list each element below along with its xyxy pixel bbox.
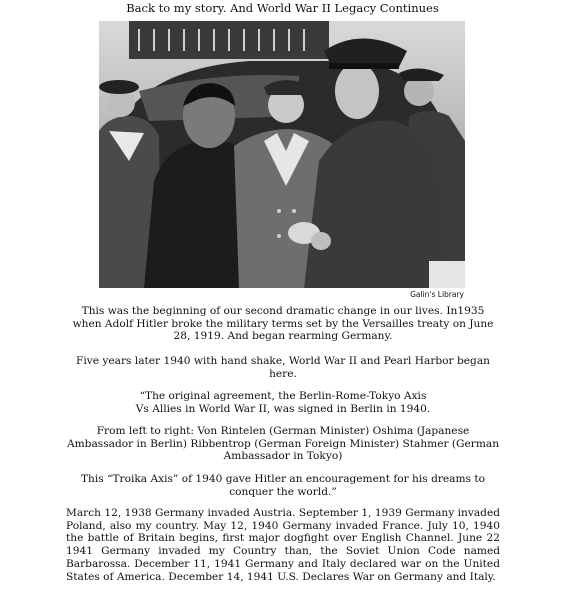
page-title: Back to my story. And World War II Legacy Continues xyxy=(126,1,439,15)
paragraph-timeline: March 12, 1938 Germany invaded Austria. September 1, 1939 Germany invaded Poland, also my country. May 12, 1940 Germany invaded France. July 10, 1940 the battle of Britain begins, first major dogfight over English Channel. June 22 1941 Germany invaded my Country than, the Soviet Union Code named Barbarossa. December 11, 1941 Germany and Italy declared war on the United States of America. December 14, 1941 U.S. Declares War on Germany and Italy. xyxy=(66,507,500,583)
axis-agreement-line-1: “The original agreement, the Berlin-Rome-Tokyo Axis xyxy=(139,390,427,402)
axis-agreement-line-2: Vs Allies in World War II, was signed in Berlin in 1940. xyxy=(135,402,431,415)
paragraph-axis-agreement xyxy=(66,390,500,415)
paragraph-photo-caption: From left to right: Von Rintelen (German Minister) Oshima (Japanese Ambassador in Berlin) Ribbentrop (German Foreign Minister) Stahmer (German Ambassador in Tokyo) xyxy=(66,425,500,463)
paragraph-handshake: Five years later 1940 with hand shake, World War II and Pearl Harbor began here. xyxy=(76,355,490,380)
photo-credit: Galin's Library xyxy=(410,290,464,299)
photo-illustration xyxy=(99,21,465,288)
historical-photo xyxy=(99,21,465,288)
paragraph-troika-axis: This “Troika Axis” of 1940 gave Hitler an encouragement for his dreams to conquer the world.” xyxy=(80,473,485,498)
paragraph-intro: This was the beginning of our second dramatic change in our lives. In1935 when Adolf Hitler broke the military terms set by the Versailles treaty on June 28, 1919. And began rearming Germany. xyxy=(72,305,494,343)
